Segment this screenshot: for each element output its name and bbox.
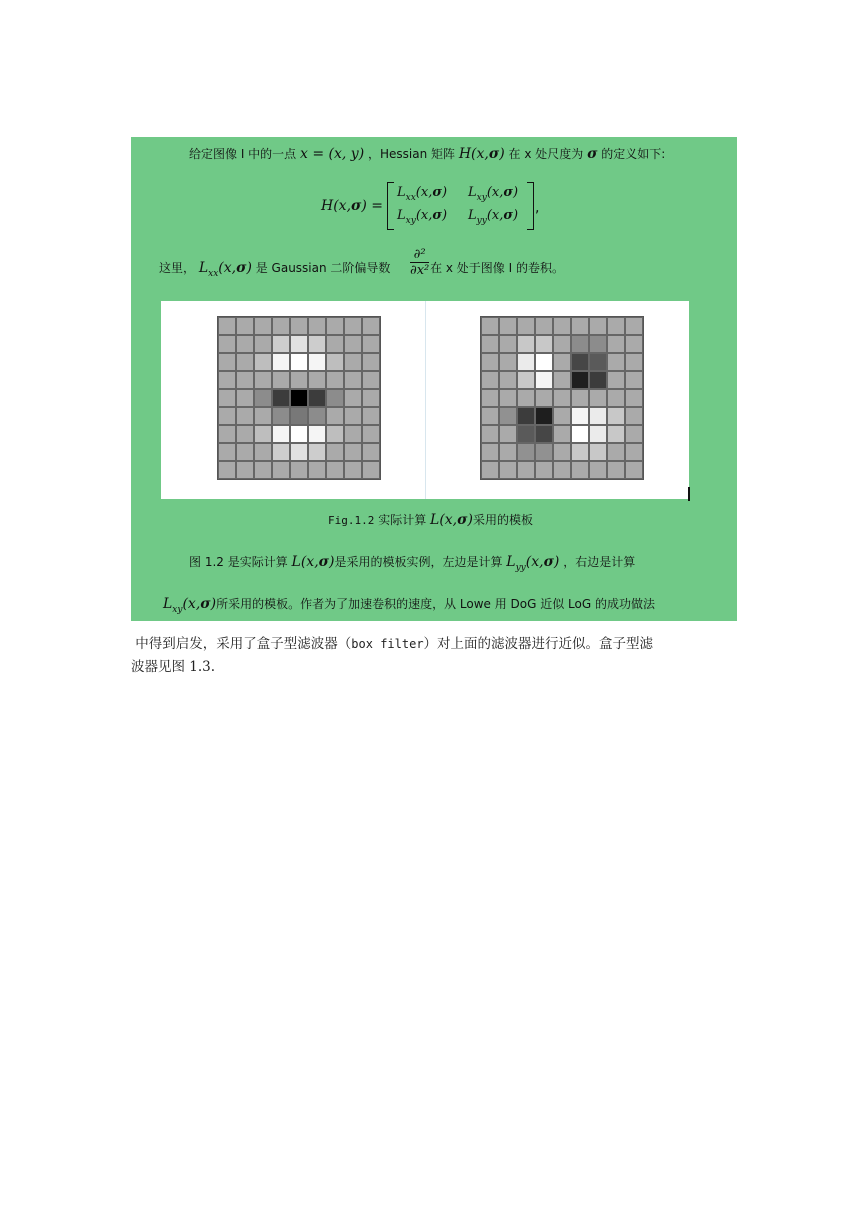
second-derivative-fraction: [410, 247, 429, 278]
grid-cell: [589, 335, 607, 353]
grid-cell: [272, 335, 290, 353]
cell-subscript: xy: [476, 193, 487, 203]
grid-cell: [236, 425, 254, 443]
grid-cell: [218, 461, 236, 479]
matrix-cell-lxx: [397, 185, 447, 203]
grid-cell: [236, 335, 254, 353]
grid-cell: [344, 389, 362, 407]
grid-cell: [607, 443, 625, 461]
grid-cell: [344, 353, 362, 371]
para-text-4: 所采用的模板。作者为了加速卷积的速度，从 Lowe 用 DoG 近似 LoG 的成功做法: [216, 597, 655, 611]
explanation-line-1: [189, 553, 635, 573]
box-filter-term: box filter: [351, 637, 424, 651]
grid-cell: [326, 335, 344, 353]
grid-cell: [517, 317, 535, 335]
grid-cell: [499, 335, 517, 353]
grid-cell: [290, 443, 308, 461]
grid-cell: [326, 317, 344, 335]
sigma-symbol: σ: [503, 208, 513, 223]
grid-cell: [499, 371, 517, 389]
matrix-cell-lyy: [468, 208, 518, 226]
grid-cell: [254, 461, 272, 479]
grid-cell: [517, 461, 535, 479]
grid-cell: [308, 353, 326, 371]
grid-cell: [481, 407, 499, 425]
close-paren: ): [328, 554, 335, 570]
close-paren: ): [512, 208, 519, 223]
grid-cell: [308, 389, 326, 407]
grid-cell: [607, 353, 625, 371]
grid-cell: [362, 443, 380, 461]
sigma-symbol: σ: [543, 554, 554, 570]
caption-l: L(x,: [430, 512, 458, 528]
tail-line-2: 波器见图 1.3.: [131, 659, 216, 675]
grid-cell: [517, 407, 535, 425]
continuation-paragraph: [131, 633, 737, 679]
grid-cell: [254, 425, 272, 443]
grid-cell: [236, 353, 254, 371]
grid-cell: [254, 389, 272, 407]
sigma-symbol: σ: [236, 260, 247, 276]
grid-cell: [571, 461, 589, 479]
grid-cell: [553, 425, 571, 443]
grid-cell: [344, 425, 362, 443]
grid-cell: [535, 371, 553, 389]
hessian-symbol: H(x,: [458, 146, 489, 162]
grid-cell: [218, 335, 236, 353]
grid-cell: [326, 443, 344, 461]
l-subscript: xx: [208, 269, 219, 279]
right-bracket: [527, 182, 534, 230]
sigma-symbol: σ: [587, 146, 598, 162]
grid-cell: [362, 353, 380, 371]
tail-text: 中得到启发，采用了盒子型滤波器（: [135, 636, 352, 652]
grid-cell: [499, 317, 517, 335]
grid-cell: [589, 407, 607, 425]
cell-subscript: yy: [476, 216, 487, 226]
caption-label: Fig.1.2: [328, 514, 375, 527]
grid-cell: [308, 443, 326, 461]
para-text-2: 是采用的模板实例，左边是计算: [334, 555, 503, 569]
grid-cell: [290, 317, 308, 335]
grid-cell: [589, 353, 607, 371]
close-paren: ): [553, 554, 560, 570]
cell-arg: (x,: [415, 208, 433, 223]
grid-cell: [218, 317, 236, 335]
grid-cell: [553, 353, 571, 371]
tail-line-1: [131, 633, 737, 656]
grid-cell: [517, 425, 535, 443]
grid-cell: [236, 407, 254, 425]
l-arg: (x,: [525, 554, 544, 570]
grid-cell: [326, 371, 344, 389]
grid-cell: [272, 461, 290, 479]
grid-cell: [589, 425, 607, 443]
l-symbol: L: [163, 596, 173, 612]
grid-cell: [535, 317, 553, 335]
cell-symbol: L: [468, 185, 477, 200]
grid-cell: [308, 461, 326, 479]
grid-cell: [499, 353, 517, 371]
sigma-symbol: σ: [351, 198, 362, 214]
intro-text-3: 在 x 处尺度为: [508, 147, 584, 161]
figure-caption: [328, 511, 533, 528]
grid-cell: [607, 335, 625, 353]
grid-cell: [362, 317, 380, 335]
grid-cell: [517, 335, 535, 353]
close-paren: ): [441, 185, 448, 200]
grid-cell: [326, 425, 344, 443]
grid-cell: [589, 443, 607, 461]
hessian-matrix-equation: [321, 182, 561, 232]
cell-symbol: L: [397, 185, 406, 200]
grid-cell: [254, 353, 272, 371]
grid-cell: [553, 443, 571, 461]
lyy-template-grid: [217, 316, 381, 480]
grid-cell: [625, 353, 643, 371]
grid-cell: [308, 371, 326, 389]
grid-cell: [344, 371, 362, 389]
grid-cell: [481, 389, 499, 407]
l-symbol: L: [506, 554, 516, 570]
grid-cell: [481, 317, 499, 335]
grid-cell: [326, 407, 344, 425]
grid-cell: [625, 335, 643, 353]
grid-cell: [625, 371, 643, 389]
grid-cell: [499, 425, 517, 443]
grid-cell: [517, 353, 535, 371]
grid-cell: [535, 443, 553, 461]
l-symbol: L: [198, 260, 209, 276]
close-paren: ): [246, 260, 252, 276]
sigma-symbol: σ: [200, 596, 211, 612]
grid-cell: [308, 425, 326, 443]
grid-cell: [589, 389, 607, 407]
l-arg: (x,: [182, 596, 201, 612]
grid-cell: [272, 443, 290, 461]
lxx-symbol: [198, 260, 252, 279]
grid-cell: [517, 389, 535, 407]
close-paren: ): [512, 185, 519, 200]
grid-cell: [535, 389, 553, 407]
gaussian-derivative-line: [159, 259, 564, 279]
sigma-symbol: σ: [432, 208, 442, 223]
grid-cell: [344, 407, 362, 425]
para-text: 图 1.2 是实际计算: [189, 555, 288, 569]
close-paren: ): [499, 146, 505, 162]
matrix-lhs-text: H(x,: [321, 198, 352, 214]
grid-cell: [290, 353, 308, 371]
grid-cell: [218, 425, 236, 443]
cell-subscript: xy: [405, 216, 416, 226]
grid-cell: [236, 443, 254, 461]
cell-arg: (x,: [415, 185, 433, 200]
grid-cell: [272, 353, 290, 371]
l-arg: (x,: [218, 260, 237, 276]
matrix-lhs: H(x,σ) =: [321, 198, 384, 214]
intro-text-4: 的定义如下:: [601, 147, 666, 161]
sigma-symbol: σ: [457, 512, 468, 528]
grid-cell: [481, 425, 499, 443]
grid-cell: [535, 425, 553, 443]
grid-cell: [607, 389, 625, 407]
grid-cell: [607, 407, 625, 425]
grid-cell: [625, 407, 643, 425]
grid-cell: [290, 425, 308, 443]
close-paren: ): [361, 198, 367, 214]
left-bracket: [387, 182, 394, 230]
l-subscript: xy: [172, 605, 183, 615]
grid-cell: [607, 425, 625, 443]
grid-cell: [553, 317, 571, 335]
grid-cell: [481, 371, 499, 389]
grid-cell: [553, 407, 571, 425]
grid-cell: [535, 461, 553, 479]
grid-cell: [236, 461, 254, 479]
grid-cell: [272, 371, 290, 389]
caption-text-2: 采用的模板: [472, 513, 533, 527]
green-figure-block: [131, 137, 737, 621]
caption-text: 实际计算: [378, 513, 427, 527]
caption-math: [430, 512, 473, 528]
close-paren: ): [467, 512, 473, 528]
cell-arg: (x,: [486, 208, 504, 223]
grid-cell: [272, 425, 290, 443]
grid-cell: [481, 335, 499, 353]
grid-cell: [218, 443, 236, 461]
grid-cell: [254, 407, 272, 425]
point-formula: x = (x, y): [300, 146, 365, 162]
grid-cell: [326, 389, 344, 407]
figure-divider: [425, 301, 426, 499]
grid-cell: [362, 371, 380, 389]
tail-text-2: ）对上面的滤波器进行近似。盒子型滤: [423, 636, 654, 652]
grid-cell: [517, 443, 535, 461]
grid-cell: [571, 371, 589, 389]
sigma-symbol: σ: [318, 554, 329, 570]
grid-cell: [254, 371, 272, 389]
grid-cell: [218, 353, 236, 371]
grid-cell: [254, 335, 272, 353]
grid-cell: [218, 371, 236, 389]
grid-cell: [254, 443, 272, 461]
intro-text: 给定图像 I 中的一点: [189, 147, 297, 161]
grid-cell: [571, 317, 589, 335]
grid-cell: [517, 371, 535, 389]
close-paren: ): [210, 596, 217, 612]
grid-cell: [481, 353, 499, 371]
grid-cell: [571, 335, 589, 353]
grid-cell: [362, 425, 380, 443]
grid-cell: [362, 335, 380, 353]
grid-cell: [553, 389, 571, 407]
lxy-template-grid: [480, 316, 644, 480]
para-text-3: ，右边是计算: [563, 555, 636, 569]
convolution-text: 在 x 处于图像 I 的卷积。: [430, 261, 564, 275]
grid-cell: [553, 461, 571, 479]
text-cursor: [688, 487, 690, 501]
fraction-denominator: ∂x²: [410, 263, 430, 278]
grid-cell: [553, 335, 571, 353]
grid-cell: [290, 461, 308, 479]
matrix-cell-lxy-bottom: [397, 208, 447, 226]
grid-cell: [344, 461, 362, 479]
grid-cell: [218, 389, 236, 407]
matrix-comma: ,: [535, 200, 540, 216]
grid-cell: [625, 389, 643, 407]
grid-cell: [625, 317, 643, 335]
grid-cell: [236, 317, 254, 335]
grid-cell: [344, 335, 362, 353]
grid-cell: [362, 461, 380, 479]
grid-cell: [272, 389, 290, 407]
grid-cell: [290, 335, 308, 353]
sigma-symbol: σ: [432, 185, 442, 200]
grid-cell: [607, 371, 625, 389]
intro-text-2: ，Hessian 矩阵: [367, 147, 456, 161]
cell-arg: (x,: [486, 185, 504, 200]
here-text: 这里，: [159, 261, 196, 275]
l-symbol: L(x,: [291, 554, 319, 570]
grid-cell: [254, 317, 272, 335]
hessian-intro-line: [189, 145, 665, 162]
grid-cell: [625, 461, 643, 479]
grid-cell: [607, 461, 625, 479]
grid-cell: [535, 353, 553, 371]
grid-cell: [589, 371, 607, 389]
grid-cell: [290, 389, 308, 407]
grid-cell: [326, 353, 344, 371]
grid-cell: [571, 425, 589, 443]
grid-cell: [344, 317, 362, 335]
grid-cell: [236, 389, 254, 407]
grid-cell: [362, 407, 380, 425]
lyy-math: [506, 554, 560, 573]
grid-cell: [499, 461, 517, 479]
grid-cell: [499, 407, 517, 425]
grid-cell: [571, 389, 589, 407]
grid-cell: [481, 461, 499, 479]
grid-cell: [236, 371, 254, 389]
grid-cell: [218, 407, 236, 425]
l-subscript: yy: [515, 563, 526, 573]
gaussian-text: 是 Gaussian 二阶偏导数: [255, 261, 391, 275]
grid-cell: [290, 371, 308, 389]
cell-symbol: L: [468, 208, 477, 223]
cell-symbol: L: [397, 208, 406, 223]
grid-cell: [589, 461, 607, 479]
grid-cell: [499, 389, 517, 407]
grid-cell: [499, 443, 517, 461]
grid-cell: [272, 317, 290, 335]
grid-cell: [481, 443, 499, 461]
grid-cell: [607, 317, 625, 335]
sigma-symbol: σ: [503, 185, 513, 200]
explanation-line-2: [163, 595, 655, 615]
grid-cell: [571, 407, 589, 425]
grid-cell: [290, 407, 308, 425]
cell-subscript: xx: [405, 193, 416, 203]
grid-cell: [344, 443, 362, 461]
grid-cell: [535, 407, 553, 425]
grid-cell: [553, 371, 571, 389]
grid-cell: [308, 407, 326, 425]
grid-cell: [362, 389, 380, 407]
lxy-math: [163, 596, 217, 615]
matrix-cell-lxy-top: [468, 185, 518, 203]
grid-cell: [625, 443, 643, 461]
grid-cell: [535, 335, 553, 353]
grid-cell: [589, 317, 607, 335]
sigma-symbol: σ: [488, 146, 500, 162]
grid-cell: [625, 425, 643, 443]
filter-template-figure: [161, 301, 689, 499]
grid-cell: [308, 335, 326, 353]
fraction-numerator: ∂²: [410, 247, 429, 263]
close-paren: ): [441, 208, 448, 223]
grid-cell: [272, 407, 290, 425]
grid-cell: [571, 443, 589, 461]
grid-cell: [326, 461, 344, 479]
para-l-math: [292, 554, 335, 570]
grid-cell: [308, 317, 326, 335]
grid-cell: [571, 353, 589, 371]
